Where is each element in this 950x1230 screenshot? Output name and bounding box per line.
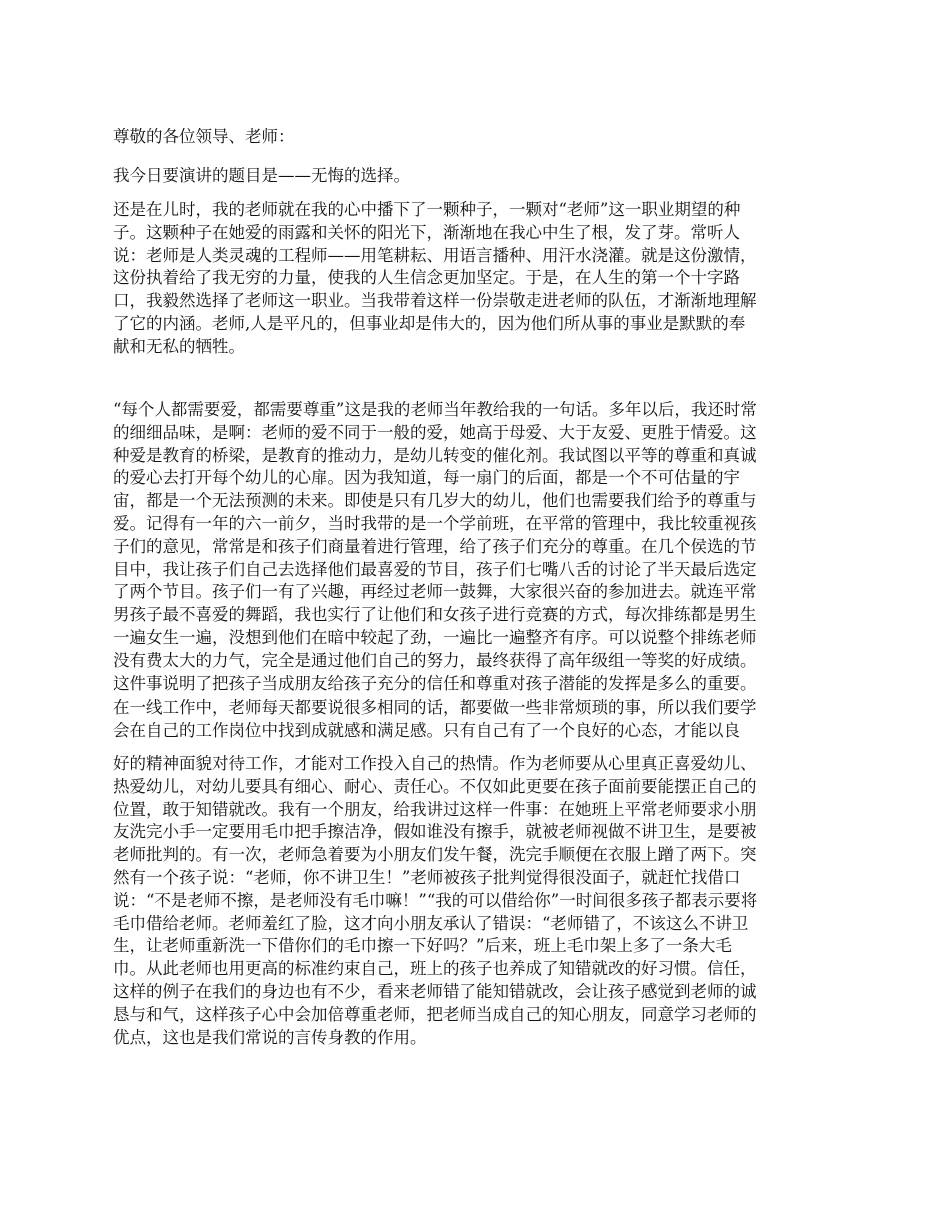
paragraph-childhood: 还是在儿时，我的老师就在我的心中播下了一颗种子，一颗对“老师”这一职业期望的种 子。这颗种子在她爱的雨露和关怀的阳光下，渐渐地在我心中生了根，发了芽。常听人 说：老师是人类灵魂的工程师——用笔耕耘、用语言播种、用汗水浇灌。就是这份激情， 这份执着给了我无穷的力量，使我的人生信念更加坚定。于是，在人生的第一个十字路 口，我毅然选择了老师这一职业。当我带着这样一份崇敬走进老师的队伍，才渐渐地理解 了它的内涵。老师,人是平凡的，但事业却是伟大的，因为他们所从事的事业是默默的奉 献和无私的牺牲。 <box>113 200 757 356</box>
salutation: 尊敬的各位领导、老师： <box>113 127 295 146</box>
speech-topic: 我今日要演讲的题目是——无悔的选择。 <box>113 166 410 185</box>
paragraph-frontline-work: 在一线工作中，老师每天都要说很多相同的话，都要做一些非常烦琐的事，所以我们要学 会在自己的工作岗位中找到成就感和满足感。只有自己有了一个良好的心态，才能以良 <box>113 698 757 740</box>
paragraph-love-and-respect: “每个人都需要爱，都需要尊重”这是我的老师当年教给我的一句话。多年以后，我还时常 的细细品味，是啊：老师的爱不同于一般的爱，她高于母爱、大于友爱、更胜于情爱。这 种爱是教育的桥梁，是教育的推动力，是幼儿转变的催化剂。我试图以平等的尊重和真诚 的爱心去打开每个幼儿的心扉。因为我知道，每一扇门的后面，都是一个不可估量的宇 宙，都是一个无法预测的未来。即使是只有几岁大的幼儿，他们也需要我们给予的尊重与 爱。记得有一年的六一前夕，当时我带的是一个学前班，在平常的管理中，我比较重视孩 子们的意见，常常是和孩子们商量着进行管理，给了孩子们充分的尊重。在几个侯选的节 目中，我让孩子们自己去选择他们最喜爱的节目，孩子们七嘴八舌的讨论了半天最后选定 了两个节目。孩子们一有了兴趣，再经过老师一鼓舞，大家很兴奋的参加进去。就连平常 男孩子最不喜爱的舞蹈，我也实行了让他们和女孩子进行竞赛的方式，每次排练都是男生 一遍女生一遍，没想到他们在暗中较起了劲，一遍比一遍整齐有序。可以说整个排练老师 没有费太大的力气，完全是通过他们自己的努力，最终获得了高年级组一等奖的好成绩。 这件事说明了把孩子当成朋友给孩子充分的信任和尊重对孩子潜能的发挥是多么的重要。 <box>113 400 757 693</box>
paragraph-teacher-example: 好的精神面貌对待工作，才能对工作投入自己的热情。作为老师要从心里真正喜爱幼儿、 热爱幼儿，对幼儿要具有细心、耐心、责任心。不仅如此更要在孩子面前要能摆正自己的 位置，敢于知错就改。我有一个朋友，给我讲过这样一件事：在她班上平常老师要求小朋 友洗完小手一定要用毛巾把手擦洁净，假如谁没有擦手，就被老师视做不讲卫生，是要被 老师批判的。有一次，老师急着要为小朋友们发午餐，洗完手顺便在衣服上蹭了两下。突 然有一个孩子说：“老师，你不讲卫生！”老师被孩子批判觉得很没面子，就赶忙找借口 说：“不是老师不擦，是老师没有毛巾嘛！”“我的可以借给你”一时间很多孩子都表示要将 毛巾借给老师。老师羞红了脸，这才向小朋友承认了错误：“老师错了，不该这么不讲卫 生，让老师重新洗一下借你们的毛巾擦一下好吗？”后来，班上毛巾架上多了一条大毛 巾。从此老师也用更高的标准约束自己，班上的孩子也养成了知错就改的好习惯。信任， 这样的例子在我们的身边也有不少，看来老师错了能知错就改，会让孩子感觉到老师的诚 恳与和气，这样孩子心中会加倍尊重老师，把老师当成自己的知心朋友，同意学习老师的 优点，这也是我们常说的言传身教的作用。 <box>113 754 758 1047</box>
